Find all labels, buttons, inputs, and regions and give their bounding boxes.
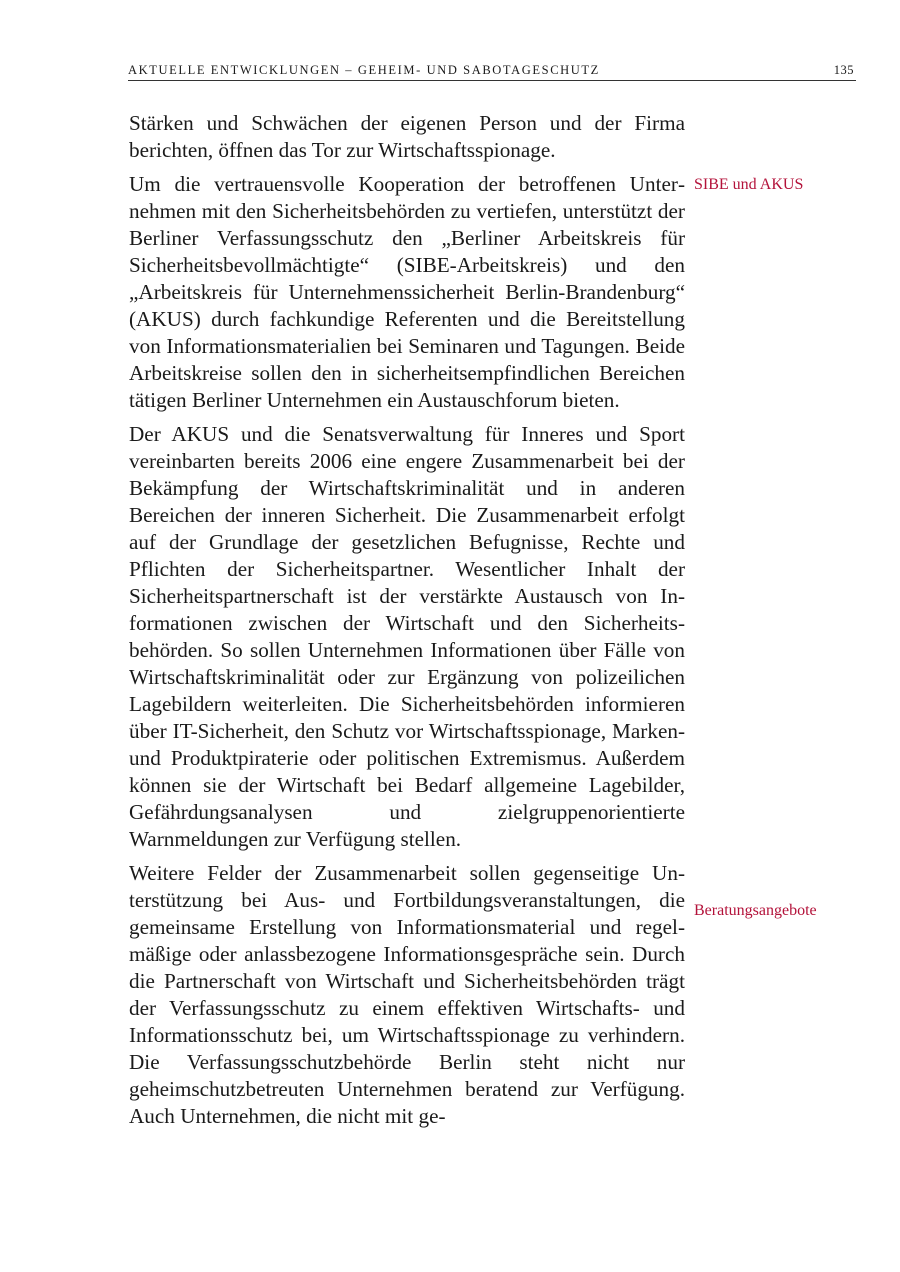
paragraph-2: Um die vertrauensvolle Kooperation der betroffenen Unternehmen mit den Sicherheitsbehörden zu vertiefen, unterstützt der Berliner Verfassungsschutz den „Berliner Arbeitskreis für Sicherheitsbevollmächtigte“ (SIBE-Arbeitskreis) und den „Arbeitskreis für Unternehmenssicherheit Berlin-Brandenburg“ (AKUS) durch fachkundige Referenten und die Bereitstellung von Informationsmaterialien bei Seminaren und Tagungen. Beide Arbeitskreise sollen den in sicherheitsempfindlichen Bereichen tätigen Berliner Unternehmen ein Austauschforum bieten. [129,172,685,412]
page-number: 135 [833,63,854,77]
margin-note-beratungsangebote: Beratungsangebote [694,902,817,919]
paragraph-3: Der AKUS und die Senatsverwaltung für Inneres und Sport vereinbarten bereits 2006 eine engere Zusammenarbeit bei der Bekämpfung der Wirtschaftskriminalität und in anderen Bereichen der inneren Sicherheit. Die Zusammenarbeit erfolgt auf der Grundlage der gesetzlichen Befugnisse, Rechte und Pflichten der Sicherheitspartner. Wesentlicher Inhalt der Sicherheitspartnerschaft ist der verstärkte Austausch von Informationen zwischen der Wirtschaft und den Sicherheitsbehörden. So sollen Unternehmen Informationen über Fälle von Wirtschaftskriminalität oder zur Ergänzung von polizeilichen Lagebildern weiterleiten. Die Sicherheitsbehörden informieren über IT-Sicherheit, den Schutz vor Wirtschaftsspionage, Marken- und Produktpiraterie oder politischen Extremismus. Außerdem können sie der Wirtschaft bei Bedarf allgemeine Lagebilder, Gefährdungsanalysen und zielgruppenorientierte Warnmeldungen zur Verfügung stellen. [129,422,685,851]
margin-note-sibe-akus: SIBE und AKUS [694,176,804,193]
running-header [128,62,856,81]
body-text [129,110,685,1137]
running-title: AKTUELLE ENTWICKLUNGEN – GEHEIM- UND SABOTAGESCHUTZ [128,63,600,77]
paragraph-1: Stärken und Schwächen der eigenen Person und der Firma berichten, öffnen das Tor zur Wirtschaftsspionage. [129,111,685,162]
paragraph-4: Weitere Felder der Zusammenarbeit sollen gegenseitige Unterstützung bei Aus- und Fortbildungsveranstaltungen, die gemeinsame Erstellung von Informationsmaterial und regelmäßige oder anlassbezogene Informationsgespräche sein. Durch die Partnerschaft von Wirtschaft und Sicherheitsbehörden trägt der Verfassungsschutz zu einem effektiven Wirtschafts- und Informationsschutz bei, um Wirtschaftsspionage zu verhindern. Die Verfassungsschutzbehörde Berlin steht nicht nur geheimschutzbetreuten Unternehmen beratend zur Verfügung. Auch Unternehmen, die nicht mit ge- [129,861,685,1128]
